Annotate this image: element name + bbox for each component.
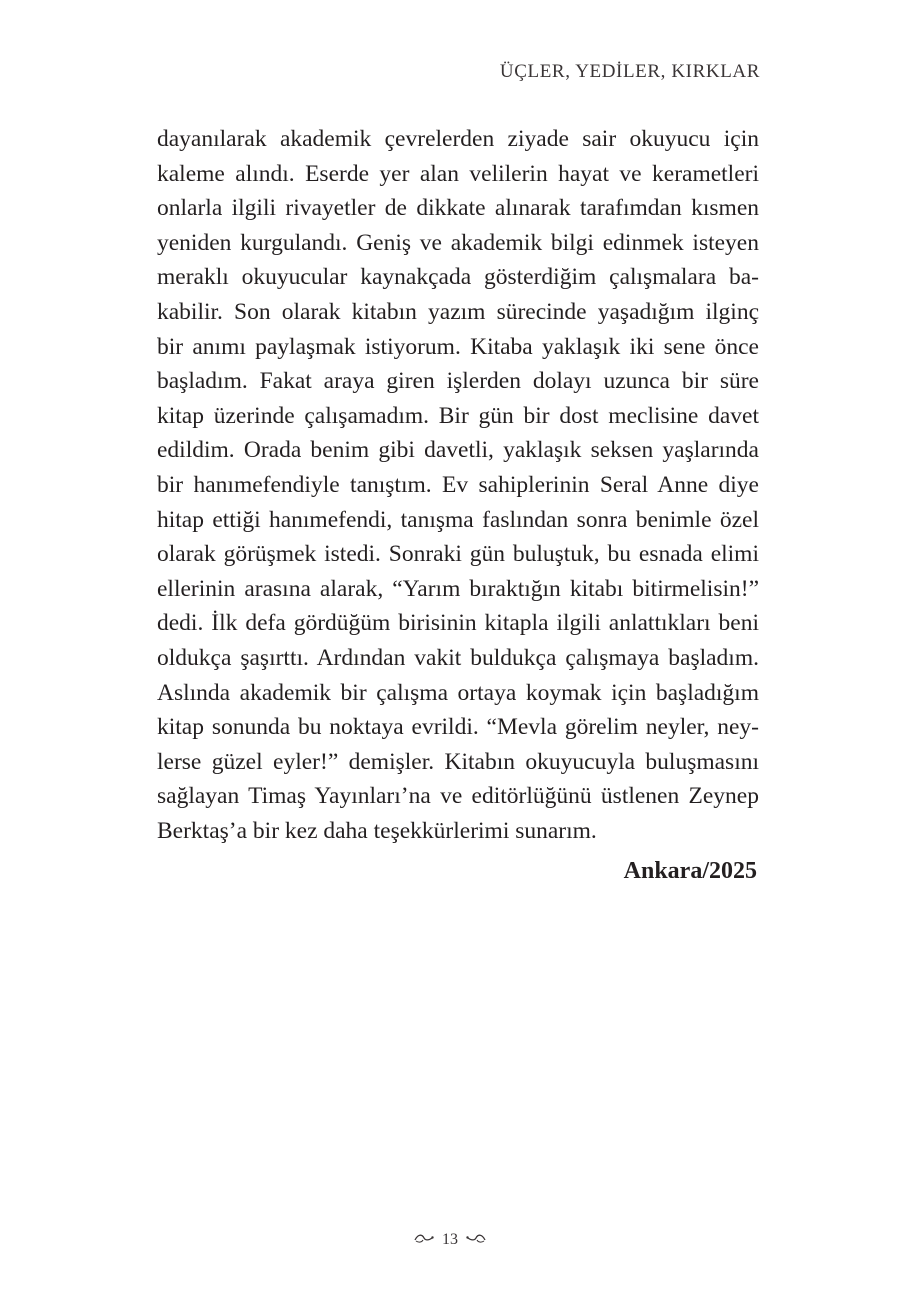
body-line: bir hanımefendiyle tanıştım. Ev sahiplerinin Seral Anne diye xyxy=(157,471,759,498)
left-floral-ornament-icon xyxy=(413,1232,435,1249)
running-header: ÜÇLER, YEDİLER, KIRKLAR xyxy=(499,61,760,82)
body-line: olarak görüşmek istedi. Sonraki gün buluştuk, bu esnada elimi xyxy=(157,541,759,568)
body-line: Aslında akademik bir çalışma ortaya koymak için başladığım xyxy=(157,679,759,706)
body-line: kitap sonunda bu noktaya evrildi. “Mevla görelim neyler, ney- xyxy=(157,714,759,741)
page-footer xyxy=(0,1231,900,1249)
body-line: dedi. İlk defa gördüğüm birisinin kitapla ilgili anlattıkları beni xyxy=(157,610,759,637)
body-line: kitap üzerinde çalışamadım. Bir gün bir dost meclisine davet xyxy=(157,402,759,429)
body-line: bir anımı paylaşmak istiyorum. Kitaba yaklaşık iki sene önce xyxy=(157,333,759,360)
right-floral-ornament-icon xyxy=(465,1232,487,1249)
body-line: başladım. Fakat araya giren işlerden dolayı uzunca bir süre xyxy=(157,368,759,395)
body-line: oldukça şaşırttı. Ardından vakit buldukça çalışmaya başladım. xyxy=(157,644,759,671)
body-line: meraklı okuyucular kaynakçada gösterdiğim çalışmalara ba- xyxy=(157,264,759,291)
body-line: onlarla ilgili rivayetler de dikkate alınarak tarafımdan kısmen xyxy=(157,195,759,222)
body-line: lerse güzel eyler!” demişler. Kitabın okuyucuyla buluşmasını xyxy=(157,748,759,775)
body-line: edildim. Orada benim gibi davetli, yaklaşık seksen yaşlarında xyxy=(157,437,759,464)
body-line: yeniden kurgulandı. Geniş ve akademik bilgi edinmek isteyen xyxy=(157,229,759,256)
signature-place-date: Ankara/2025 xyxy=(623,858,757,884)
body-line: dayanılarak akademik çevrelerden ziyade sair okuyucu için xyxy=(157,126,759,152)
body-line-last: Berktaş’a bir kez daha teşekkürlerimi sunarım. xyxy=(157,817,597,844)
body-line: hitap ettiği hanımefendi, tanışma faslından sonra benimle özel xyxy=(157,506,759,533)
page-number: 13 xyxy=(442,1231,458,1248)
body-line: kaleme alındı. Eserde yer alan velilerin hayat ve kerametleri xyxy=(157,160,759,187)
body-text xyxy=(157,122,759,848)
body-line: sağlayan Timaş Yayınları’na ve editörlüğünü üstlenen Zeynep xyxy=(157,783,759,810)
body-line: kabilir. Son olarak kitabın yazım sürecinde yaşadığım ilginç xyxy=(157,298,759,325)
body-line: ellerinin arasına alarak, “Yarım bıraktığın kitabı bitirmelisin!” xyxy=(157,575,759,602)
